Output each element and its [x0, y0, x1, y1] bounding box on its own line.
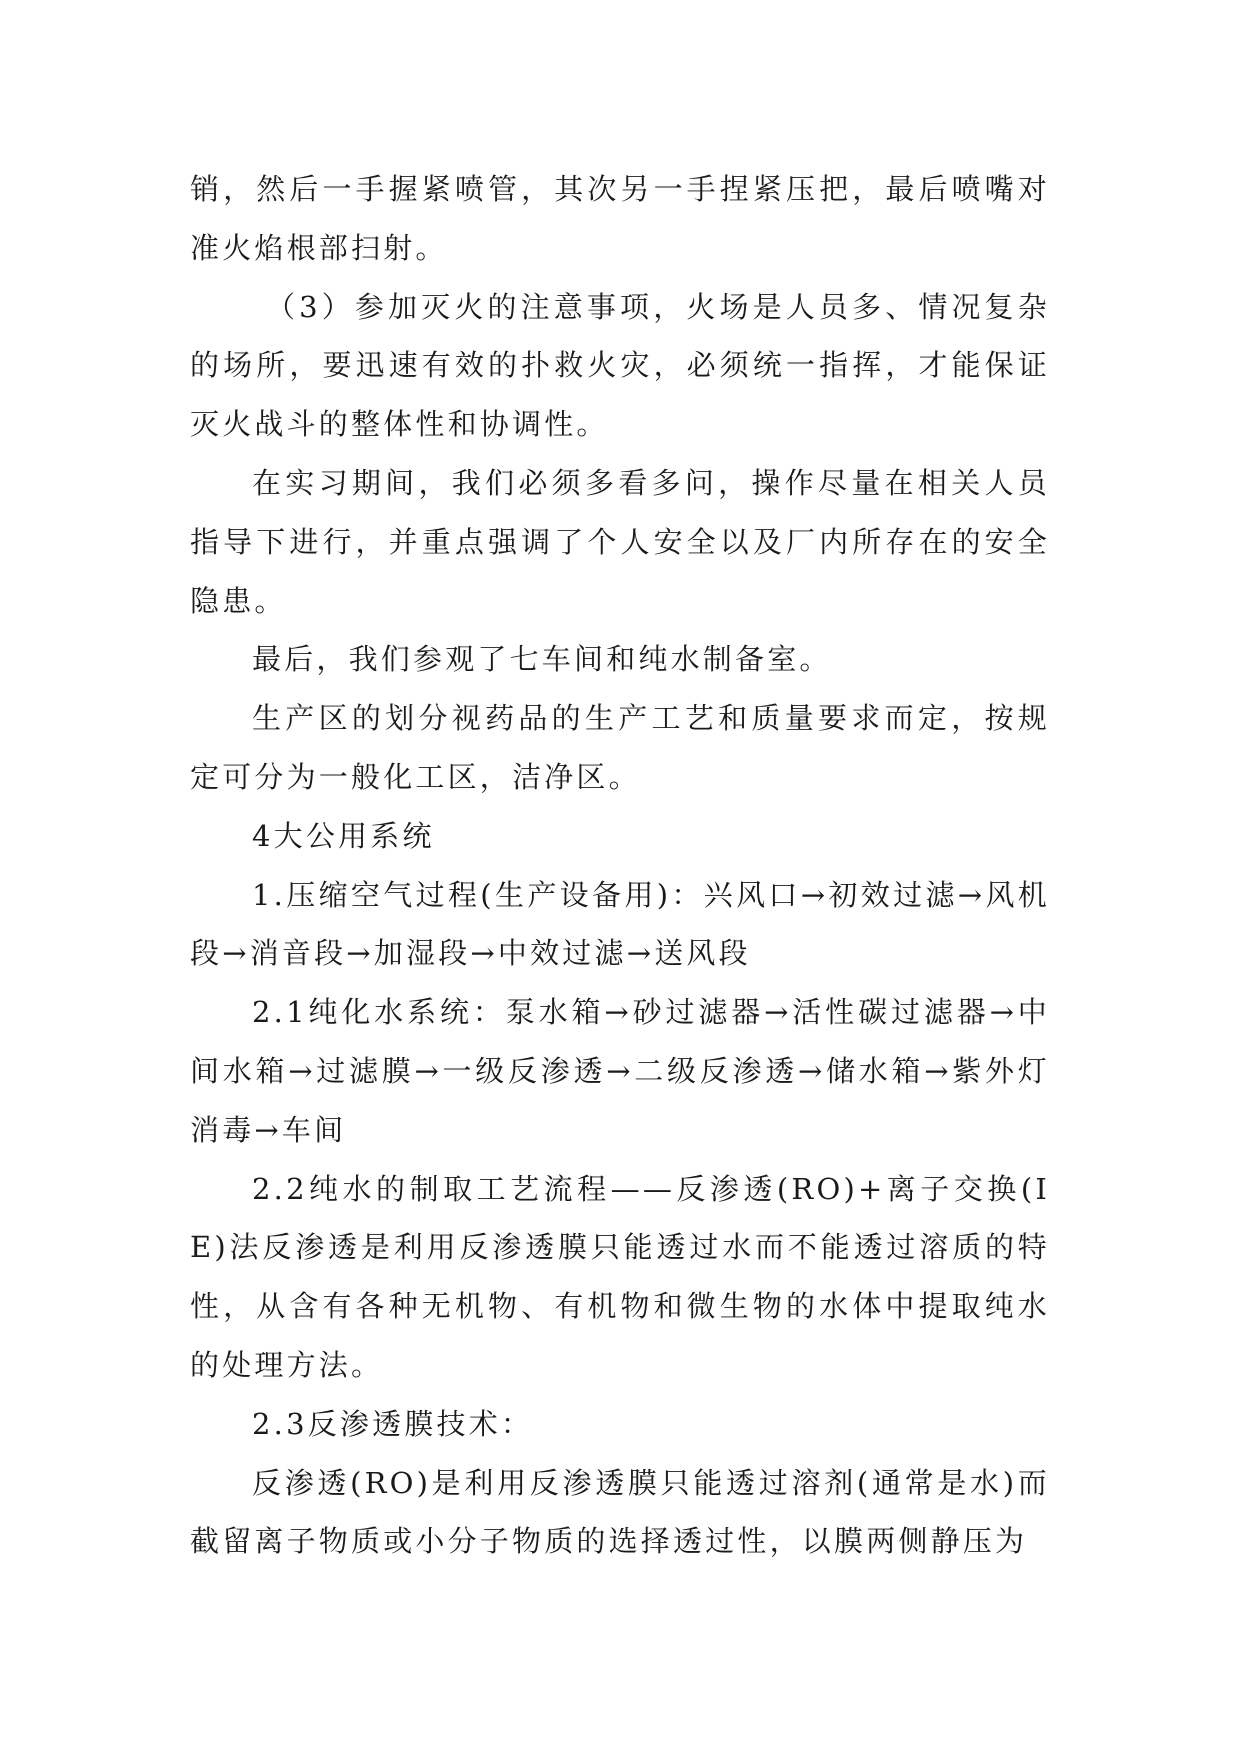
- paragraph-pure-water-process: 2.2纯水的制取工艺流程——反渗透(RO)+离子交换(IE)法反渗透是利用反渗透膜只能透过水而不能透过溶质的特性，从含有各种无机物、有机物和微生物的水体中提取纯水的处理方法。: [190, 1171, 1050, 1382]
- paragraph-compressed-air: 1.压缩空气过程(生产设备用)：兴风口→初效过滤→风机段→消音段→加湿段→中效过滤→送风段: [190, 877, 1050, 971]
- paragraph-utility-systems-heading: 4大公用系统: [252, 818, 435, 853]
- paragraph-internship-safety: 在实习期间，我们必须多看多问，操作尽量在相关人员指导下进行，并重点强调了个人安全以及厂内所存在的安全隐患。: [190, 465, 1050, 618]
- paragraph-fire-fighting-notes: （3）参加灭火的注意事项，火场是人员多、情况复杂的场所，要迅速有效的扑救火灾，必须统一指挥，才能保证灭火战斗的整体性和协调性。: [190, 289, 1050, 442]
- paragraph-ro-membrane-heading: 2.3反渗透膜技术：: [252, 1406, 534, 1441]
- paragraph-continuation: 销，然后一手握紧喷管，其次另一手捏紧压把，最后喷嘴对准火焰根部扫射。: [190, 172, 1050, 265]
- paragraph-visit: 最后，我们参观了七车间和纯水制备室。: [252, 642, 832, 677]
- paragraph-ro-definition: 反渗透(RO)是利用反渗透膜只能透过溶剂(通常是水)而截留离子物质或小分子物质的选择透过性，以膜两侧静压为: [190, 1465, 1050, 1559]
- paragraph-production-areas: 生产区的划分视药品的生产工艺和质量要求而定，按规定可分为一般化工区，洁净区。: [190, 701, 1050, 794]
- paragraph-purified-water-system: 2.1纯化水系统：泵水箱→砂过滤器→活性碳过滤器→中间水箱→过滤膜→一级反渗透→二级反渗透→储水箱→紫外灯消毒→车间: [190, 995, 1050, 1147]
- document-body: [190, 160, 1050, 1571]
